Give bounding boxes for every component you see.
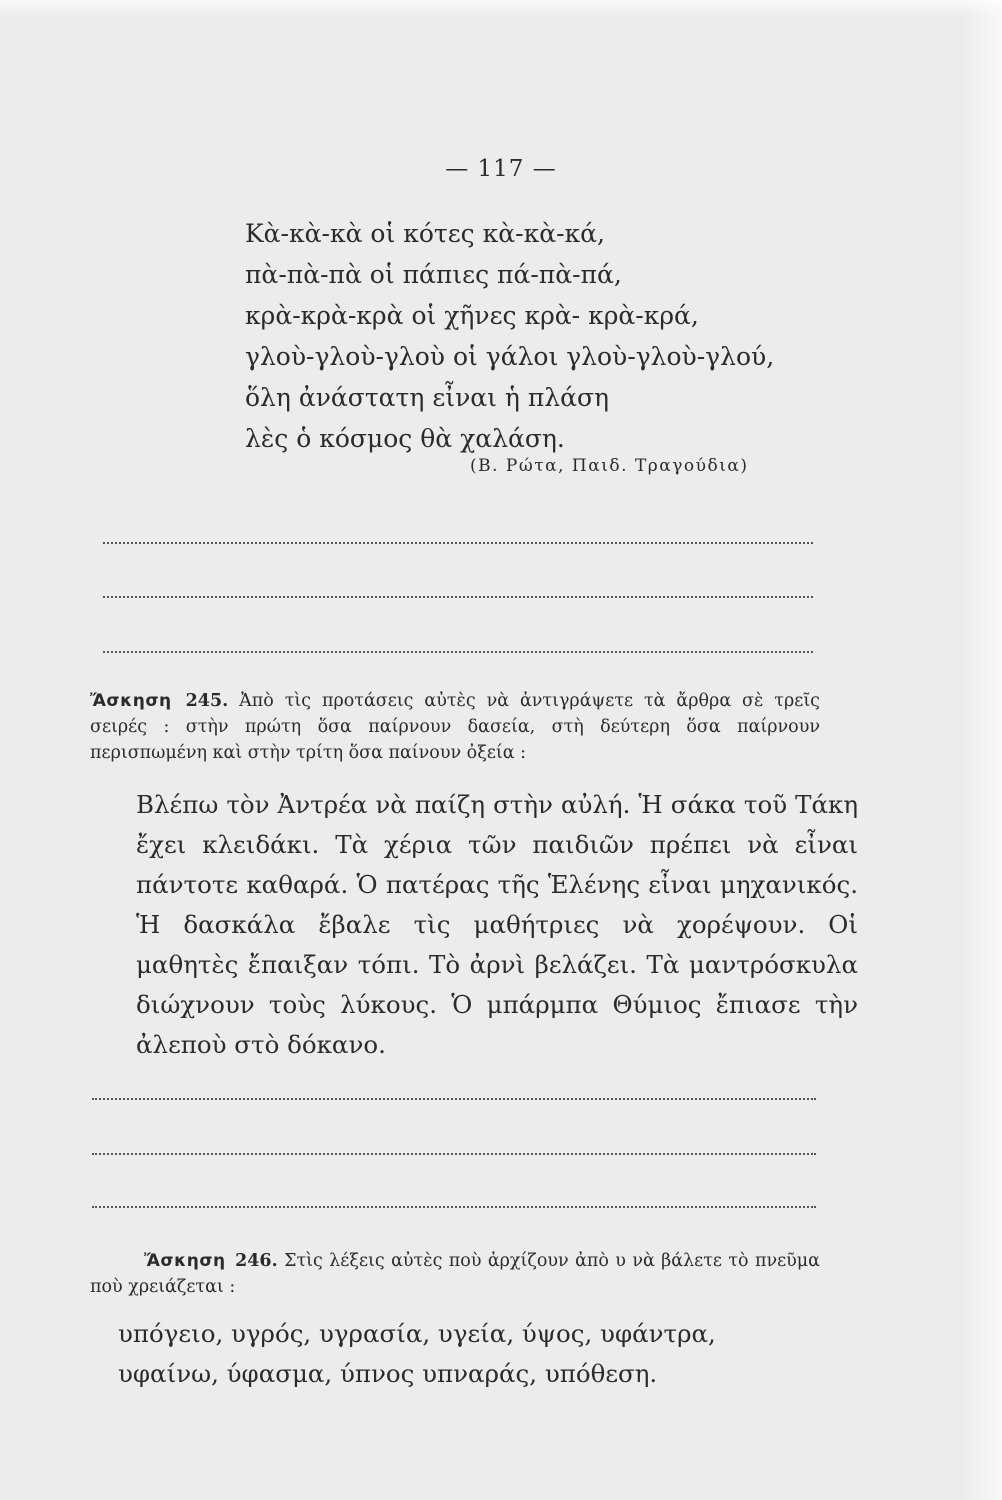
poem-line: λὲς ὁ κόσμος θὰ χαλάση. xyxy=(245,424,565,453)
answer-line[interactable] xyxy=(103,542,813,544)
answer-line[interactable] xyxy=(103,596,813,598)
exercise-label: Ἄσκηση xyxy=(90,691,172,711)
answer-line[interactable] xyxy=(92,1206,816,1208)
poem-line: κρὰ-κρὰ-κρὰ οἱ χῆνες κρὰ- κρὰ-κρά, xyxy=(245,301,699,330)
exercise-245-text: Βλέπω τὸν Ἀντρέα νὰ παίζη στὴν αὐλή. Ἡ σάκα τοῦ Τάκη ἔχει κλειδάκι. Τὰ χέρια τῶν παιδιῶν πρέπει νὰ εἶναι πάντοτε καθαρά. Ὁ πατέρας τῆς Ἑλένης εἶναι μηχανικός. Ἡ δασκάλα ἔβαλε τὶς μαθήτριες νὰ χορέψουν. Οἱ μαθητὲς ἔπαιξαν τόπι. Τὸ ἀρνὶ βελάζει. Τὰ μαντρόσκυλα διώχνουν τοὺς λύκους. Ὁ μπάρμπα Θύμιος ἔπιασε τὴν ἀλεποὺ στὸ δόκανο. xyxy=(136,790,858,1059)
indent-spacer xyxy=(90,1251,144,1271)
exercise-number: 246. xyxy=(235,1251,278,1271)
page-right-edge xyxy=(962,0,1002,1500)
answer-line[interactable] xyxy=(92,1153,816,1155)
poem-line: ὅλη ἀνάστατη εἶναι ἡ πλάση xyxy=(245,383,610,412)
instruction-text: Ἀπὸ τὶς προτάσεις αὐτὲς νὰ ἀντιγράψετε τὰ ἄρθρα σὲ τρεῖς σειρές : στὴν πρώτη ὅσα παίρνουν δασεία, στὴ δεύτερη ὅσα παίρνουν περισπωμένη καὶ στὴν τρίτη ὅσα παίνουν ὀξεία : xyxy=(90,691,820,763)
poem-line: Κὰ-κὰ-κὰ οἱ κότες κὰ-κὰ-κά, xyxy=(245,219,605,248)
exercise-246-instruction xyxy=(90,1248,820,1300)
exercise-246-word-list xyxy=(118,1314,818,1394)
exercise-number: 245. xyxy=(185,691,229,711)
instruction-text: Στὶς λέξεις αὐτὲς ποὺ ἀρχίζουν ἀπὸ υ νὰ βάλετε τὸ πνεῦμα ποὺ χρειάζεται : xyxy=(90,1251,820,1297)
exercise-245-instruction xyxy=(90,688,820,766)
poem-line: γλοὺ-γλοὺ-γλοὺ οἱ γάλοι γλοὺ-γλοὺ-γλού, xyxy=(245,342,775,371)
word-line: υπόγειο, υγρός, υγρασία, υγεία, ύψος, υφάντρα, xyxy=(118,1319,716,1348)
poem xyxy=(245,213,805,459)
page-top-edge xyxy=(0,0,1002,18)
answer-line[interactable] xyxy=(92,1098,816,1100)
exercise-label: Ἄσκηση xyxy=(144,1251,226,1271)
poem-line: πὰ-πὰ-πὰ οἱ πάπιες πά-πὰ-πά, xyxy=(245,260,622,289)
answer-line[interactable] xyxy=(103,651,813,653)
page-number: — 117 — xyxy=(445,156,557,182)
word-line: υφαίνω, ύφασμα, ύπνος υπναράς, υπόθεση. xyxy=(118,1359,658,1388)
poem-citation: (Β. Ρώτα, Παιδ. Τραγούδια) xyxy=(470,456,749,476)
